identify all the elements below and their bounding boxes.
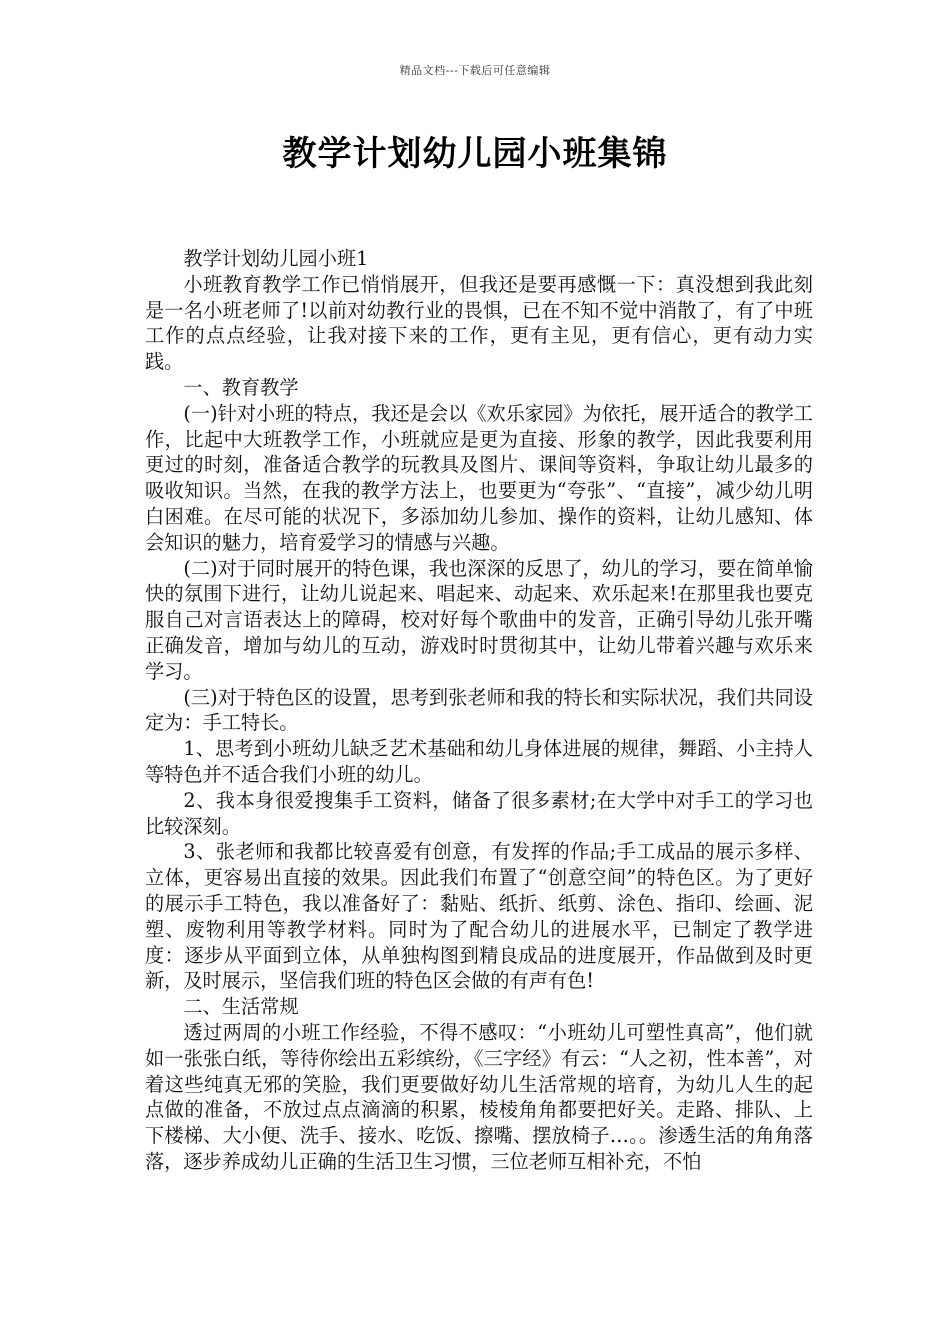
paragraph-subtitle: 教学计划幼儿园小班1 [183,247,369,270]
paragraph: 透过两周的小班工作经验，不得不感叹：“小班幼儿可塑性真高”，他们就如一张张白纸，等待你绘出五彩缤纷，《三字经》有云：“人之初，性本善”，对着这些纯真无邪的笑脸，我们更要做好幼儿生活常规的培育，为幼儿人生的起点做的准备，不放过点点滴滴的积累，棱棱角角都要把好关。走路、排队、上下楼梯、大小便、洗手、接水、吃饭、擦嘴、摆放椅子…。。渗透生活的角角落落，逐步养成幼儿正确的生活卫生习惯，三位老师互相补充，不怕 [145,1020,813,1173]
paragraph: (三)对于特色区的设置，思考到张老师和我的特长和实际状况，我们共同设定为：手工特长。 [145,685,813,735]
paragraph: 小班教育教学工作已悄悄展开，但我还是要再感慨一下：真没想到我此刻是一名小班老师了!以前对幼教行业的畏惧，已在不知不觉中消散了，有了中班工作的点点经验，让我对接下来的工作，更有主见，更有信心，更有动力实践。 [145,272,813,374]
document-body [145,246,813,1175]
paragraph: (一)针对小班的特点，我还是会以《欢乐家园》为依托，展开适合的教学工作，比起中大班教学工作，小班就应是更为直接、形象的教学，因此我要利用更过的时刻，准备适合教学的玩教具及图片、课间等资料，争取让幼儿最多的吸收知识。当然，在我的教学方法上，也要更为“夸张”、“直接”，减少幼儿明白困难。在尽可能的状况下，多添加幼儿参加、操作的资料，让幼儿感知、体会知识的魅力，培育爱学习的情感与兴趣。 [145,401,813,554]
paragraph: 2、我本身很爱搜集手工资料，储备了很多素材;在大学中对手工的学习也比较深刻。 [145,788,813,838]
section-heading: 一、教育教学 [183,375,299,399]
paragraph: 3、张老师和我都比较喜爱有创意，有发挥的作品;手工成品的展示多样、立体，更容易出直接的效果。因此我们布置了“创意空间”的特色区。为了更好的展示手工特色，我以准备好了：黏贴、纸折、纸剪、涂色、指印、绘画、泥塑、废物利用等教学材料。同时为了配合幼儿的进展水平，已制定了教学进度：逐步从平面到立体，从单独构图到精良成品的进度展开，作品做到及时更新，及时展示，坚信我们班的特色区会做的有声有色! [145,840,813,993]
section-heading: 二、生活常规 [183,995,299,1019]
paragraph: 1、思考到小班幼儿缺乏艺术基础和幼儿身体进展的规律，舞蹈、小主持人等特色并不适合我们小班的幼儿。 [145,737,813,786]
document-title: 教学计划幼儿园小班集锦 [282,134,668,174]
header-note: 精品文档---下载后可任意编辑 [399,64,551,77]
paragraph: (二)对于同时展开的特色课，我也深深的反思了，幼儿的学习，要在简单愉快的氛围下进行，让幼儿说起来、唱起来、动起来、欢乐起来!在那里我也要克服自己对言语表达上的障碍，校对好每个歌曲中的发音，正确引导幼儿张开嘴正确发音，增加与幼儿的互动，游戏时时贯彻其中，让幼儿带着兴趣与欢乐来学习。 [145,556,813,683]
